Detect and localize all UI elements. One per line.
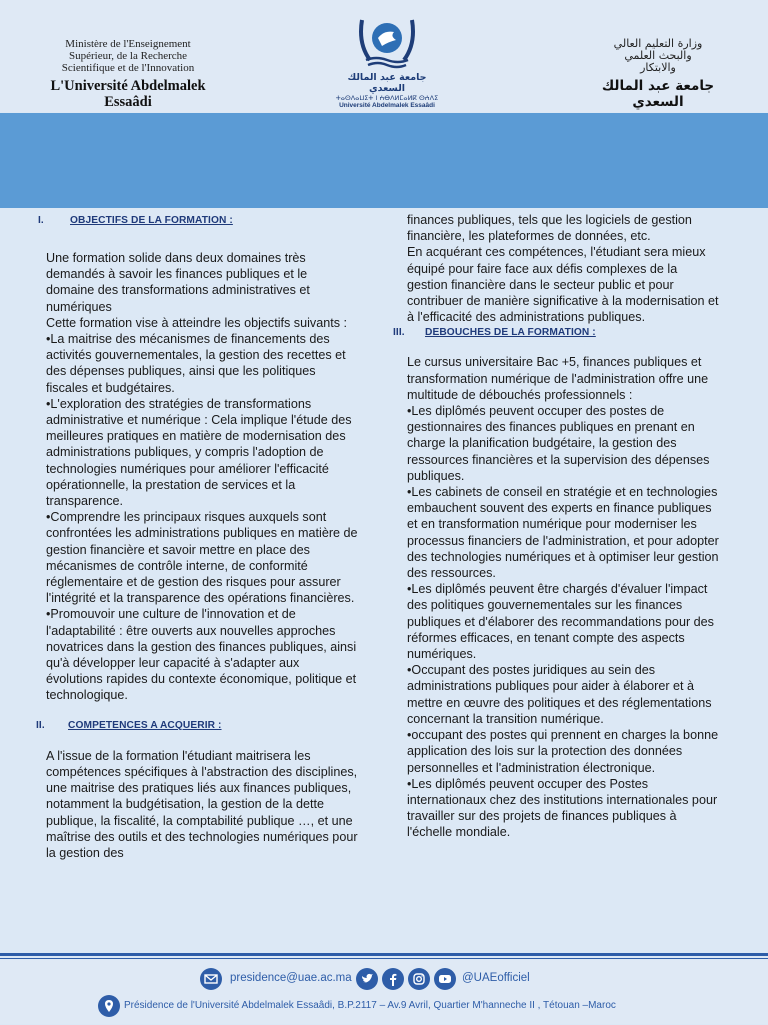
university-emblem-icon [356,14,418,72]
university-logo [332,14,442,109]
right-column [393,212,719,841]
ministry-line: Supérieur, de la Recherche [68,50,188,62]
contact-email[interactable]: presidence@uae.ac.ma [230,972,352,984]
social-handle[interactable]: @UAEofficiel [462,972,530,984]
section-number: II. [36,719,45,731]
twitter-icon[interactable] [356,968,378,990]
footer-address-row [98,997,698,1017]
section-title: DEBOUCHES DE LA FORMATION : [425,327,596,339]
section-number: III. [393,327,405,339]
objectif-bullet: •Promouvoir une culture de l'innovation et de l'adaptabilité : être ouverts aux nouvelles approches novatrices dans la gestion des finances publiques, ainsi qu'à développer leur capacité à s'adapter aux évolutions rapides du contexte économique, politique et technologique. [46,607,357,703]
ministry-line: Ministère de l'Enseignement [65,38,191,50]
section-heading-competences [36,718,358,734]
instagram-icon[interactable] [408,968,430,990]
section-title: COMPETENCES A ACQUERIR : [68,719,222,731]
logo-tifinagh-name: ⵜⴰⵙⴷⴰⵡⵉⵜ ⵏ ⵄⴱⴷⵍⵎⴰⵍⴽ ⵙⵄⴷⵉ [335,94,439,102]
competences-continuation: finances publiques, tels que les logiciels de gestion financière, les plateformes de données, etc. [407,213,692,244]
location-pin-icon [98,995,120,1017]
footer-contact-row [200,968,600,992]
objectif-bullet: •Comprendre les principaux risques auxquels sont confrontées les administrations publiques en matière de gestion financière et savoir mettre en place des mécanismes de contrôle interne, de conformité réglementaire et de gestion des risques pour assurer l'intégrité et la transparence des opérations financières. [46,510,358,606]
ministry-line-ar: والابتكار [640,61,676,74]
mail-icon[interactable] [200,968,222,990]
facebook-icon[interactable] [382,968,404,990]
competences-text: A l'issue de la formation l'étudiant maitrisera les compétences spécifiques à l'abstraction des disciplines, une maitrise des pratiques liés aux finances publiques, notamment la budgétisation, la gestion de la dette publique, la fiscalité, la comptabilité publique …, et une maîtrise des outils et des technologies numériques pour la gestion des [46,748,358,860]
ministry-line-ar: والبحث العلمي [624,49,692,62]
logo-arabic-name: جامعة عبد المالك السعدي [347,72,427,94]
left-column [36,213,358,861]
ministry-line: Scientifique et de l'Innovation [61,62,195,74]
competences-text-2: En acquérant ces compétences, l'étudiant sera mieux équipé pour faire face aux défis complexes de la gestion financière dans le secteur public et pour contribuer de manière significative à la modernisation et à l'efficacité des administrations publiques. [407,245,719,325]
section-title: OBJECTIFS DE LA FORMATION : [70,215,233,226]
objectif-bullet: •L'exploration des stratégies de transformations administrative et numérique : Cela implique l'étude des meilleures pratiques en matière de modernisation des administrations publiques, y compris l'adoption de technologies numériques pour améliorer l'efficacité opérationnelle, la prestation de services et la transparence. [46,396,352,509]
debouche-bullet: •occupant des postes qui prennent en charges la bonne application des lois sur la protection des données personnelles et l'administration électronique. [407,728,719,775]
section-heading-objectifs [38,213,358,229]
debouche-bullet: •Occupant des postes juridiques au sein des administrations publiques pour aider à élaborer et à mettre en œuvre des politiques et des réglementations concernant la transition numérique. [407,663,712,726]
youtube-icon[interactable] [434,968,456,990]
ministry-block-ar [578,38,738,110]
objectifs-intro-2: Cette formation vise à atteindre les objectifs suivants : [46,315,347,330]
objectif-bullet: •La maitrise des mécanismes de financements des activités gouvernementales, la gestion des recettes et des dépenses publiques, ainsi que les politiques fiscales et budgétaires. [46,332,346,395]
objectifs-intro: Une formation solide dans deux domaines très demandés à savoir les finances publiques et le domaine des transformations administratives et numériques [46,251,310,314]
university-name-ar: جامعة عبد المالك السعدي [601,78,715,110]
footer-divider [0,953,768,956]
debouches-intro: Le cursus universitaire Bac +5, finances publiques et transformation numérique de l'administration offre une multitude de débouchés professionnels : [407,355,709,402]
university-address: Présidence de l'Université Abdelmalek Essaâdi, B.P.2117 – Av.9 Avril, Quartier M'hanneche II , Tétouan –Maroc [124,1000,616,1011]
ministry-line-ar: وزارة التعليم العالي [613,37,703,50]
logo-french-name: Université Abdelmalek Essaâdi [339,102,435,109]
debouche-bullet: •Les diplômés peuvent occuper des postes de gestionnaires des finances publiques en prenant en charge la planification budgétaire, la gestion des ressources financières et la supervision des dépenses publiques. [407,404,710,483]
university-name-fr: L'Université Abdelmalek Essaâdi [50,78,206,110]
debouche-bullet: •Les diplômés peuvent être chargés d'évaluer l'impact des politiques gouvernementales sur les finances publiques et d'élaborer des recommandations pour des réformes efficaces, en tenant compte des aspects numériques. [407,582,714,662]
debouche-bullet: •Les cabinets de conseil en stratégie et en technologies embauchent souvent des experts en finance publiques et en transformation numérique pour moderniser les processus financiers de l'administration, et pour adopter des technologies numériques et à optimiser leur gestion des ressources. [407,485,719,581]
debouche-bullet: •Les diplômés peuvent occuper des Postes internationaux chez des institutions internationales pour travailler sur des projets de finances publiques à l'échelle mondiale. [407,776,718,840]
page-header [0,0,768,112]
page-footer [0,959,768,1024]
title-banner [0,113,768,208]
section-number: I. [38,215,44,226]
ministry-block-fr [28,38,228,110]
section-heading-debouches [393,325,719,341]
